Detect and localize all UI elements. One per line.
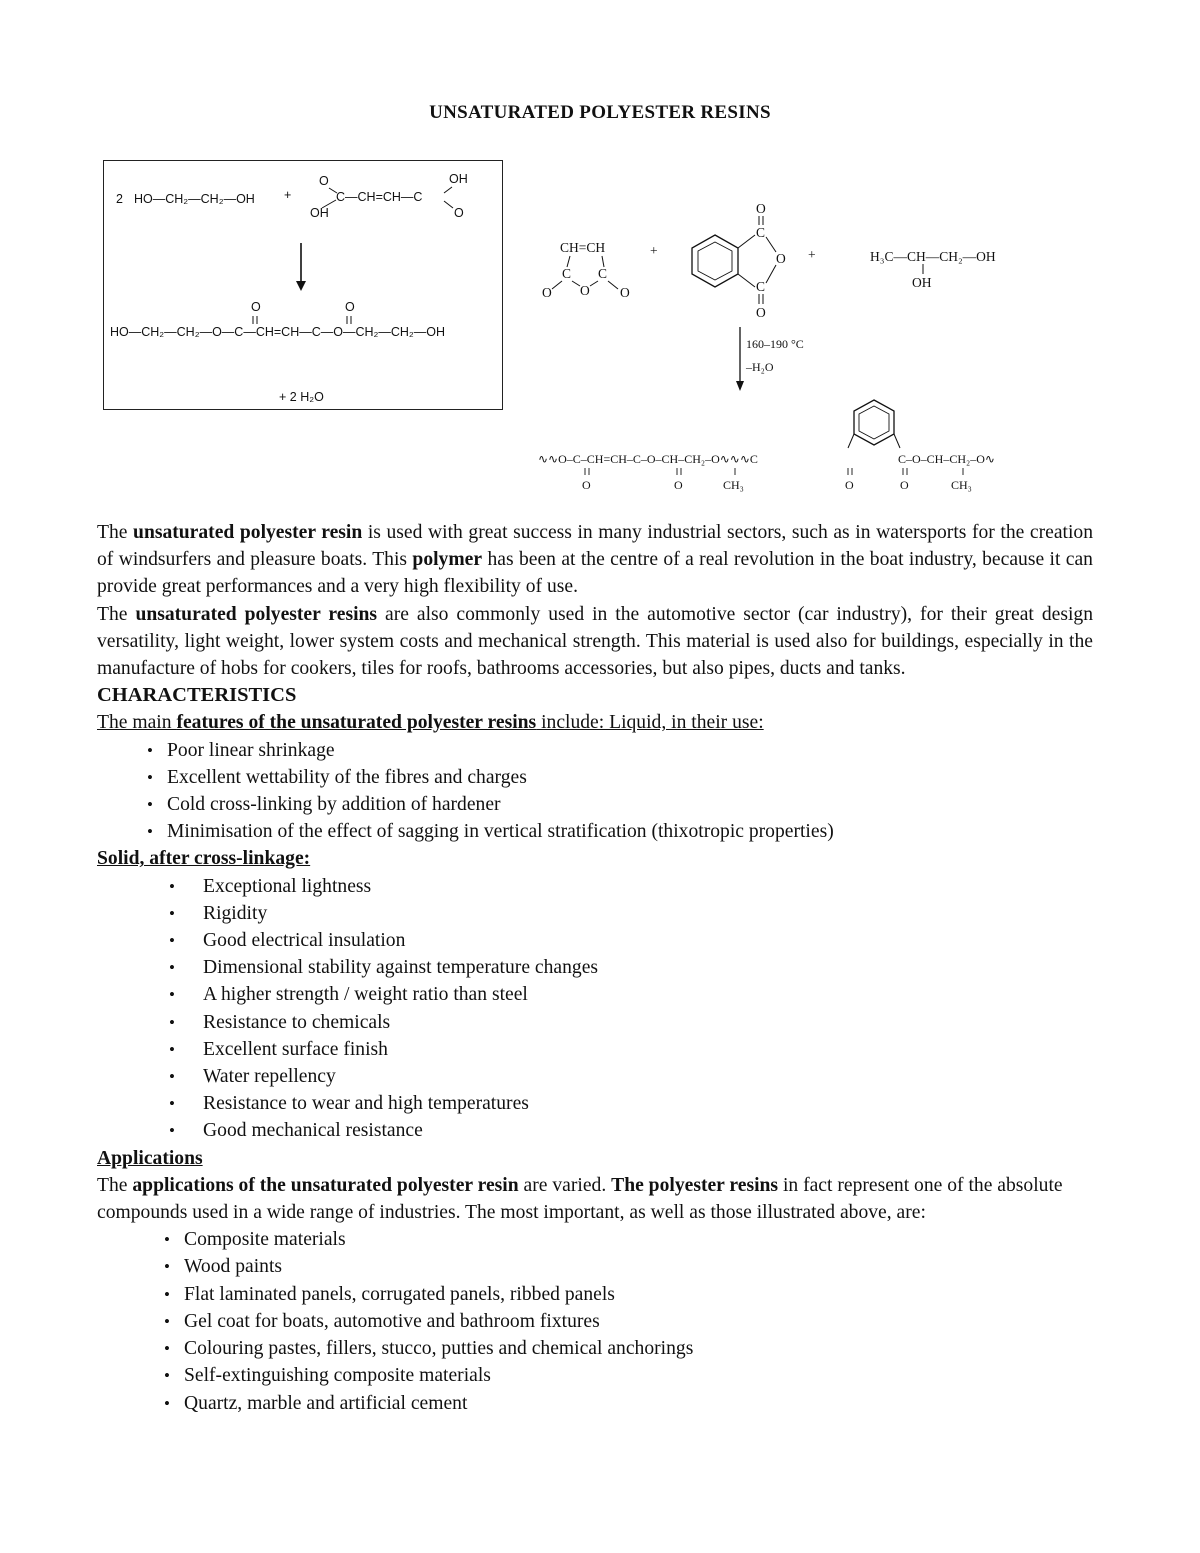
- maleic-anhydride-c2: C: [598, 266, 608, 281]
- chain-oxygen-d: O: [900, 478, 909, 492]
- list-item: • Composite materials: [97, 1226, 1093, 1253]
- polycondensation-scheme-drawing: [530, 195, 1070, 505]
- reactant-coefficient: 2: [116, 192, 123, 206]
- ethylene-glycol-formula: HO—CH₂—CH₂—OH: [134, 192, 255, 206]
- phthalic-oxygen-bottom: O: [756, 305, 766, 320]
- acid-oxygen-bottom: O: [454, 206, 464, 220]
- intro-paragraph-2: [97, 601, 1093, 683]
- esterification-scheme-drawing: [104, 161, 501, 408]
- list-item: • Good electrical insulation: [97, 927, 1093, 954]
- bond-line: [608, 281, 618, 289]
- solid-features-list: [97, 873, 1093, 1145]
- phthalic-oxygen-top: O: [756, 201, 766, 216]
- document-body: [97, 519, 1093, 1417]
- list-item: • Resistance to wear and high temperatures: [97, 1090, 1093, 1117]
- bond-line: [572, 281, 580, 286]
- list-item: • Gel coat for boats, automotive and bathroom fixtures: [97, 1308, 1093, 1335]
- phthalic-ring-oxygen: O: [776, 251, 786, 266]
- maleic-anhydride-chch: CH=CH: [560, 240, 606, 255]
- polymer-chain-left: ∿∿O–C–CH=CH–C–O–CH–CH₂–O∿∿∿C: [538, 452, 758, 466]
- list-item: • Poor linear shrinkage: [97, 737, 1093, 764]
- benzene-ring: [692, 235, 738, 287]
- maleic-anhydride-c1: C: [562, 266, 572, 281]
- text-run: The: [97, 522, 134, 543]
- intro-paragraph-1: [97, 519, 1093, 601]
- bold-term: unsaturated polyester resin: [133, 522, 363, 543]
- water-byproduct: + 2 H₂O: [279, 390, 324, 404]
- chain-oxygen-b: O: [674, 478, 683, 492]
- benzene-ring: [854, 400, 894, 445]
- maleic-acid-chain: C—CH=CH—C: [336, 190, 423, 204]
- text-run: in fact represent one of the absolute compounds used in a wide range of industries. The most important, as well as those illustrated above, are:: [97, 1174, 1063, 1224]
- bond-line: [552, 281, 562, 289]
- text-run: The: [97, 1174, 133, 1196]
- applications-heading: Applications: [97, 1147, 203, 1169]
- text-run: is used with great success in many industrial sectors, such as in watersports for the creation of windsurfers and pleasure boats. This: [97, 522, 1093, 571]
- product-oxygen-1: O: [251, 300, 261, 314]
- reaction-temperature: 160–190 °C: [746, 337, 804, 351]
- applications-list: [97, 1226, 1093, 1416]
- list-item: • Rigidity: [97, 900, 1093, 927]
- solid-features-heading: Solid, after cross-linkage:: [97, 848, 311, 870]
- polymer-chain-right: C–O–CH–CH₂–O∿: [898, 452, 995, 466]
- list-item: • Good mechanical resistance: [97, 1117, 1093, 1144]
- esterification-scheme: [103, 160, 503, 410]
- list-item: • Flat laminated panels, corrugated panels, ribbed panels: [97, 1281, 1093, 1308]
- propylene-glycol-hydroxyl: OH: [912, 275, 932, 290]
- reaction-arrow-head: [736, 381, 744, 391]
- list-item: • Cold cross-linking by addition of hardener: [97, 791, 1093, 818]
- characteristics-heading: CHARACTERISTICS: [97, 684, 297, 707]
- text-run: are varied.: [518, 1174, 612, 1196]
- plus-sign: +: [284, 188, 292, 202]
- text-run: include: Liquid, in their use:: [536, 712, 764, 734]
- list-item: • Quartz, marble and artificial cement: [97, 1390, 1093, 1417]
- bond-line: [738, 235, 755, 248]
- maleic-anhydride-o1: O: [542, 285, 552, 300]
- list-item: • Water repellency: [97, 1063, 1093, 1090]
- bond-line: [894, 434, 900, 448]
- text-run: The main: [97, 712, 177, 734]
- chain-oxygen-c: O: [845, 478, 854, 492]
- list-item: • Self-extinguishing composite materials: [97, 1362, 1093, 1389]
- bold-term: features of the unsaturated polyester resins: [176, 712, 537, 734]
- acid-hydroxyl-left: OH: [310, 206, 329, 220]
- maleic-anhydride-o3: O: [620, 285, 630, 300]
- bold-term: The polyester resins: [611, 1174, 779, 1196]
- list-item: • Dimensional stability against temperature changes: [97, 954, 1093, 981]
- chain-oxygen-a: O: [582, 478, 591, 492]
- chain-methyl-a: CH₃: [723, 478, 744, 492]
- applications-paragraph: [97, 1172, 1093, 1226]
- polycondensation-scheme: [530, 195, 1070, 505]
- list-item: • Exceptional lightness: [97, 873, 1093, 900]
- acid-hydroxyl-right: OH: [449, 172, 468, 186]
- text-run: are also commonly used in the automotive sector (car industry), for their great design versatility, light weight, lower system costs and mechanical strength. This material is used also for buildings, especially in the manufacture of hobs for cookers, tiles for roofs, bathrooms accessories, but also pipes, ducts and tanks.: [97, 603, 1093, 680]
- text-run: The: [97, 603, 136, 625]
- benzene-ring-inner: [698, 242, 732, 280]
- list-item: • Resistance to chemicals: [97, 1009, 1093, 1036]
- plus-sign-1: +: [650, 243, 658, 258]
- benzene-ring-inner: [859, 406, 889, 439]
- bond-line: [848, 434, 854, 448]
- chain-methyl-b: CH₃: [951, 478, 972, 492]
- bold-term: polymer: [412, 549, 483, 571]
- reaction-water-loss: –H₂O: [746, 360, 774, 374]
- reaction-arrow-head: [296, 281, 306, 291]
- acid-oxygen-top: O: [319, 174, 329, 188]
- list-item: • Excellent wettability of the fibres and charges: [97, 764, 1093, 791]
- bold-term: applications of the unsaturated polyester resin: [132, 1174, 519, 1196]
- text-run: has been at the centre of a real revolution in the boat industry, because it can provide great performances and a very high flexibility of use.: [97, 549, 1093, 598]
- bond-line: [766, 265, 776, 283]
- product-oxygen-2: O: [345, 300, 355, 314]
- bond-line: [590, 281, 598, 286]
- bond-line: [766, 237, 776, 252]
- bold-term: unsaturated polyester resins: [135, 603, 378, 625]
- bond-line: [444, 201, 453, 208]
- phthalic-carbon-top: C: [756, 225, 766, 240]
- bond-line: [444, 187, 452, 193]
- page-title: UNSATURATED POLYESTER RESINS: [429, 102, 771, 123]
- diester-product-formula: HO—CH₂—CH₂—O—C—CH=CH—C—O—CH₂—CH₂—OH: [110, 325, 446, 339]
- liquid-features-list: [97, 737, 1093, 846]
- list-item: • Excellent surface finish: [97, 1036, 1093, 1063]
- list-item: • Minimisation of the effect of sagging in vertical stratification (thixotropic properties): [97, 818, 1093, 845]
- list-item: • A higher strength / weight ratio than steel: [97, 981, 1093, 1008]
- list-item: • Colouring pastes, fillers, stucco, putties and chemical anchorings: [97, 1335, 1093, 1362]
- list-item: • Wood paints: [97, 1253, 1093, 1280]
- plus-sign-2: +: [808, 247, 816, 262]
- phthalic-carbon-bottom: C: [756, 279, 766, 294]
- propylene-glycol-formula: H₃C—CH—CH₂—OH: [870, 249, 996, 264]
- bond-line: [738, 274, 755, 287]
- bond-line: [322, 200, 336, 208]
- characteristics-lead: [97, 709, 1093, 736]
- maleic-anhydride-o2: O: [580, 283, 590, 298]
